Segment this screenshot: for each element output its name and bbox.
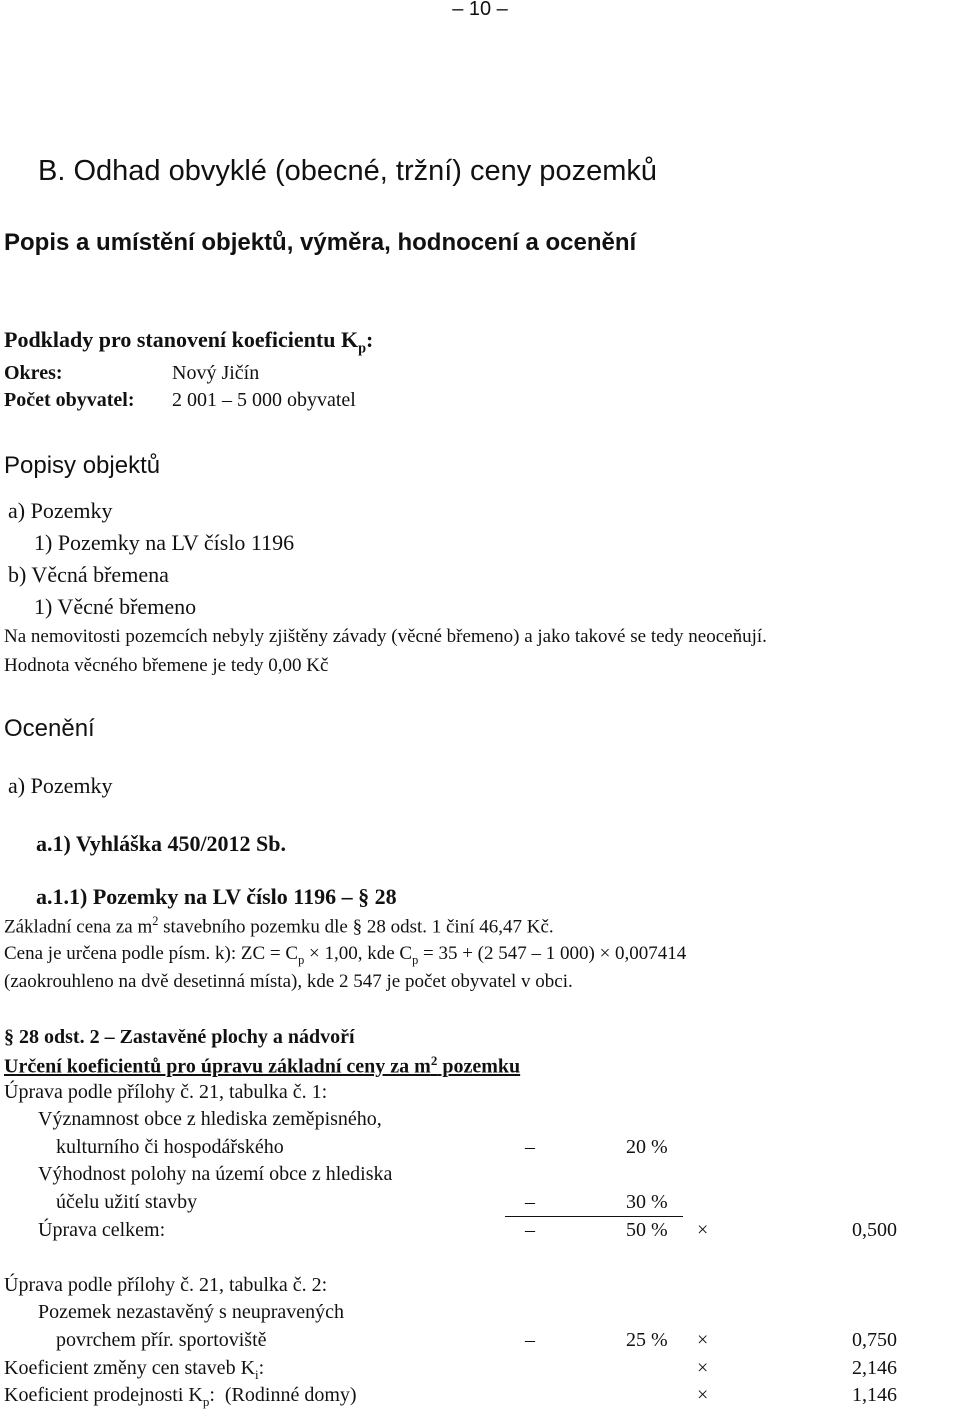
population-label: Počet obyvatel: [4,389,135,411]
row1-sign: – [525,1136,535,1158]
valuation-heading: Ocenění [4,715,95,742]
paragraph-heading: § 28 odst. 2 – Zastavěné plochy a nádvoří [4,1026,355,1048]
total-value: 0,500 [852,1219,897,1241]
subtotal-rule [505,1216,683,1217]
kp-basis-heading: Podklady pro stanovení koeficientu $K_p$: [4,327,374,357]
total-label: Úprava celkem: [38,1219,166,1241]
row3-line1: Pozemek nezastavěný s neupravených [38,1301,344,1323]
objects-a1: 1) Pozemky na LV číslo 1196 [34,530,295,555]
row3-pct: 25 % [626,1329,668,1351]
objects-b: b) Věcná břemena [8,562,169,587]
objects-b1: 1) Věcné břemeno [34,594,197,619]
valuation-a11: a.1.1) Pozemky na LV číslo 1196 – § 28 [36,884,397,909]
row1-pct: 20 % [626,1136,668,1158]
table1-heading: Úprava podle přílohy č. 21, tabulka č. 1: [4,1081,328,1103]
calc-line: Cena je určena podle písm. k): ZC = $C_p \times 1,00$, kde $C_p = 35 + (2$ 547 – 1 000) × 0,007414 [4,943,687,967]
valuation-a: a) Pozemky [8,773,113,798]
objects-heading: Popisy objektů [4,452,161,479]
row3-sign: – [525,1329,535,1351]
row3-line2: povrchem přír. sportoviště [56,1329,267,1351]
page-number: – 10 – [452,0,508,20]
ki-value: 2,146 [852,1357,897,1379]
row2-sign: – [525,1191,535,1213]
section-subtitle: Popis a umístění objektů, výměra, hodnocení a ocenění [4,229,637,256]
calc-note: (zaokrouhleno na dvě desetinná místa), kde 2 547 je počet obyvatel v obci. [4,971,573,992]
coef-heading: Určení koeficientů pro úpravu základní ceny za $m^2$ pozemku [4,1053,521,1078]
row2-line1: Výhodnost polohy na území obce z hlediska [38,1163,393,1185]
objects-note2: Hodnota věcného břemene je tedy 0,00 Kč [4,655,329,676]
total-sign: – [525,1219,535,1241]
row3-times: × [697,1329,709,1351]
total-pct: 50 % [626,1219,668,1241]
district-value: Nový Jičín [172,362,260,384]
objects-note1: Na nemovitosti pozemcích nebyly zjištěny závady (věcné břemeno) a jako takové se tedy neoceňují. [4,626,767,647]
ki-label: Koeficient změny cen staveb $K_i$: [4,1357,265,1382]
row3-value: 0,750 [852,1329,897,1351]
base-price-line: Základní cena za $m^2$ stavebního pozemku dle § 28 odst. 1 činí 46,47 Kč. [4,914,554,938]
row2-pct: 30 % [626,1191,668,1213]
valuation-a1: a.1) Vyhláška 450/2012 Sb. [36,831,287,856]
row1-line1: Významnost obce z hlediska zeměpisného, [38,1108,382,1130]
objects-a: a) Pozemky [8,498,113,523]
ki-times: × [697,1357,709,1379]
table2-heading: Úprava podle přílohy č. 21, tabulka č. 2: [4,1274,328,1296]
row2-line2: účelu užití stavby [56,1191,198,1213]
document-title: B. Odhad obvyklé (obecné, tržní) ceny pozemků [38,155,657,187]
kp-value: 1,146 [852,1384,897,1406]
kp-label: Koeficient prodejnosti $K_p$: (Rodinné domy) [4,1384,357,1409]
population-value: 2 001 – 5 000 obyvatel [172,389,356,411]
row1-line2: kulturního či hospodářského [56,1136,284,1158]
kp-times: × [697,1384,709,1406]
total-times: × [697,1219,709,1241]
district-label: Okres: [4,362,63,384]
